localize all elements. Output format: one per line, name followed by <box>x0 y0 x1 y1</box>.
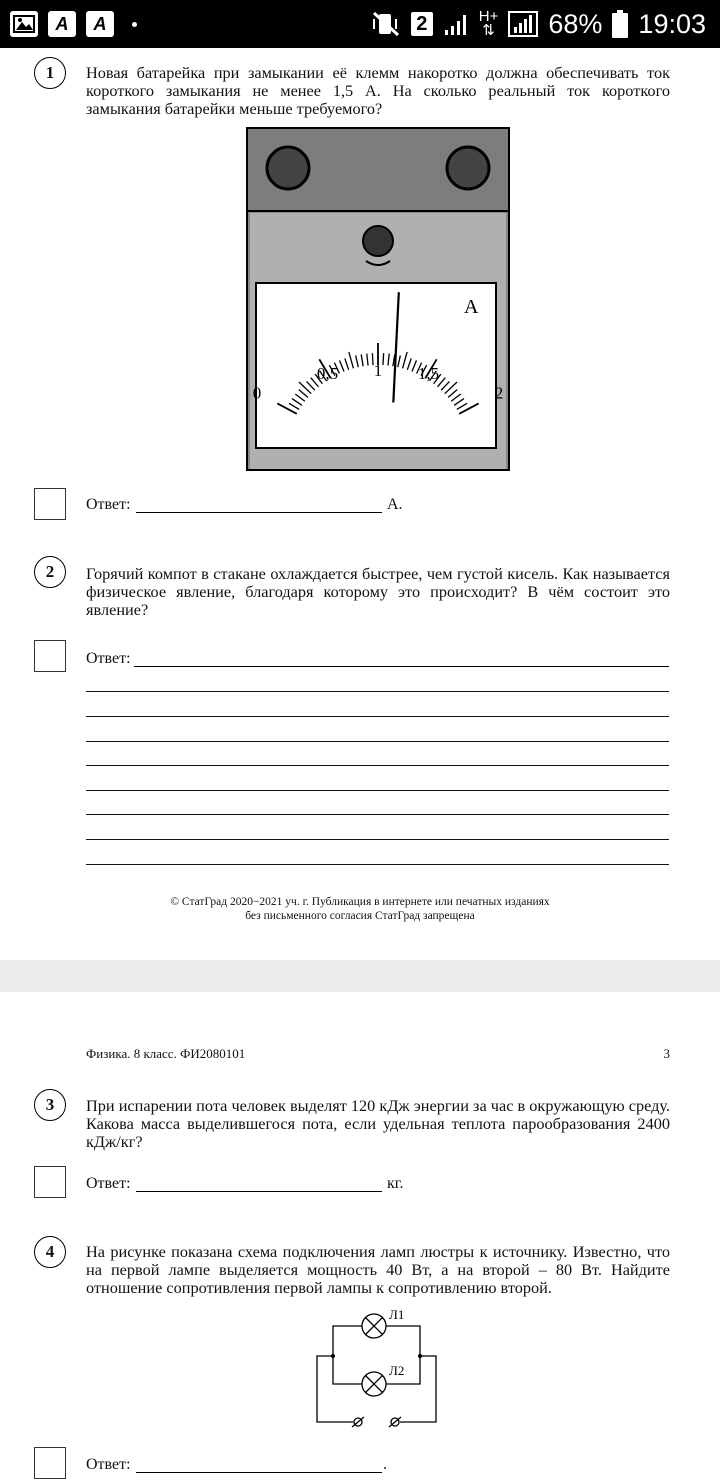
scale-label: 0 <box>252 383 262 403</box>
footer-line: © СтатГрад 2020−2021 уч. г. Публикация в интернете или печатных изданиях <box>170 896 550 908</box>
answer-unit: кг. <box>387 1175 404 1192</box>
notification-dot-icon <box>132 22 137 27</box>
question-text: Новая батарейка при замыкании её клемм накоротко должна обеспечивать ток короткого замыкания не менее 1,5 А. На сколько реальный ток короткого замыкания батарейки меньше требуемого? <box>86 63 670 118</box>
scale-label: 0,5 <box>316 363 339 383</box>
battery-percent: 68% <box>548 8 603 39</box>
page-number: 3 <box>663 1046 670 1061</box>
answer-label: Ответ: <box>86 1456 131 1473</box>
lamp-label: Л2 <box>389 1363 405 1378</box>
copyright-footer <box>0 895 720 923</box>
lamp-label: Л1 <box>389 1307 405 1322</box>
scale-label: 2 <box>494 383 504 403</box>
writing-line[interactable] <box>86 839 669 840</box>
mute-vibrate-icon <box>371 11 401 37</box>
battery-icon <box>612 10 628 38</box>
a-icon: A <box>48 11 76 37</box>
question-text: Горячий компот в стакане охлаждается быстрее, чем густой кисель. Как называется физическое явление, благодаря которому это происходит? В чём состоит это явление? <box>86 564 670 619</box>
answer-field[interactable] <box>136 496 382 513</box>
circuit-diagram <box>310 1302 444 1428</box>
page-header <box>86 1046 670 1062</box>
page-header-title: Физика. 8 класс. ФИ2080101 <box>86 1046 246 1061</box>
scale-tick <box>383 353 384 365</box>
a-icon: A <box>86 11 114 37</box>
answer-box[interactable] <box>34 640 66 672</box>
image-icon <box>10 11 38 37</box>
ammeter-figure <box>246 127 510 471</box>
terminal-right <box>447 147 489 189</box>
answer-field[interactable] <box>136 1175 382 1192</box>
answer-unit: . <box>383 1456 387 1473</box>
writing-line[interactable] <box>86 691 669 692</box>
terminal-left <box>267 147 309 189</box>
question-number: 2 <box>34 556 66 588</box>
clock: 19:03 <box>638 8 706 39</box>
question-number: 4 <box>34 1236 66 1268</box>
answer-unit: А. <box>387 496 403 513</box>
answer-label: Ответ: <box>86 1175 131 1192</box>
lamp-icon <box>362 1372 386 1396</box>
page-separator <box>0 960 720 992</box>
source-terminal-icon <box>352 1417 364 1427</box>
writing-line[interactable] <box>86 741 669 742</box>
writing-line[interactable] <box>86 765 669 766</box>
answer-box[interactable] <box>34 1166 66 1198</box>
answer-field[interactable] <box>134 650 669 667</box>
writing-line[interactable] <box>86 790 669 791</box>
writing-line[interactable] <box>86 864 669 865</box>
unit-label: А <box>464 296 479 318</box>
answer-label: Ответ: <box>86 496 131 513</box>
question-number: 1 <box>34 57 66 89</box>
zero-adjust-knob <box>363 226 393 256</box>
question-text: На рисунке показана схема подключения ламп люстры к источнику. Известно, что на первой лампе выделяется мощность 40 Вт, а на второй – 80 Вт. Найдите отношение сопротивления первой лампы к сопротивлению второй. <box>86 1242 670 1297</box>
answer-label: Ответ: <box>86 650 131 667</box>
answer-field[interactable] <box>136 1456 382 1473</box>
writing-line[interactable] <box>86 814 669 815</box>
signal-icon <box>443 12 469 36</box>
scale-label: 1,5 <box>417 363 440 383</box>
answer-box[interactable] <box>34 1447 66 1479</box>
sim-badge: 2 <box>411 12 433 36</box>
question-number: 3 <box>34 1089 66 1121</box>
answer-box[interactable] <box>34 488 66 520</box>
scale-label: 1 <box>373 361 383 380</box>
source-terminal-icon <box>389 1417 401 1427</box>
signal-strength-icon <box>508 11 538 37</box>
network-type: H+ ⇅ <box>478 8 499 39</box>
question-text: При испарении пота человек выделят 120 кДж энергии за час в окружающую среду. Какова масса выделившегося пота, если удельная теплота парообразования 2400 кДж/кг? <box>86 1096 670 1151</box>
lamp-icon <box>362 1314 386 1338</box>
status-bar <box>0 0 720 48</box>
footer-line: без письменного согласия СтатГрад запрещена <box>245 910 475 922</box>
writing-line[interactable] <box>86 716 669 717</box>
